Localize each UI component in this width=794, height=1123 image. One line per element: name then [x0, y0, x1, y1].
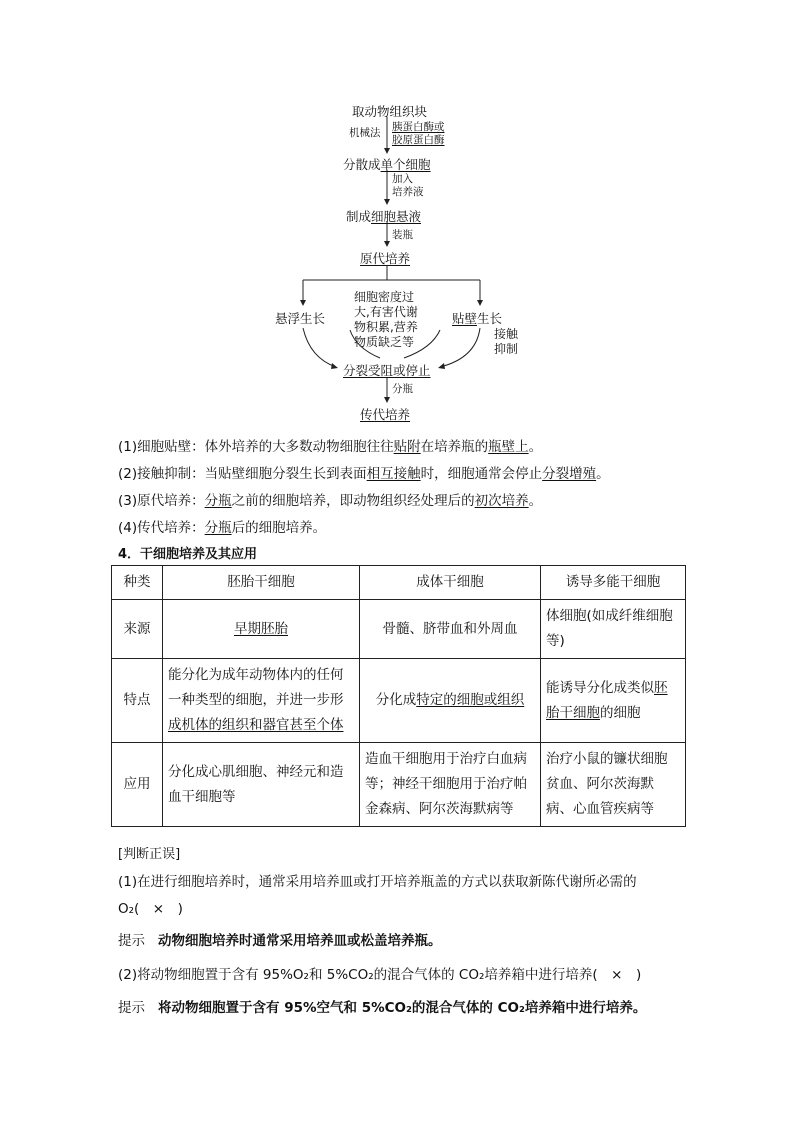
def-key: 分裂增殖	[542, 466, 597, 482]
flow-branch-suspension: 悬浮生长	[275, 311, 326, 326]
def-text: 之前的细胞培养，即动物组织经处理后的	[231, 493, 475, 509]
flow-step-suspension-key: 细胞悬液	[371, 209, 422, 224]
cell-embryonic-feature-key: 成机体的组织和器官甚至个体	[168, 717, 344, 733]
cell-ips-feature-key: 胚胎干细胞	[546, 679, 668, 721]
flow-middle-note	[354, 290, 418, 350]
cell-adult-feature-text: 分化成	[375, 692, 417, 708]
def-text: 。	[596, 466, 610, 482]
flow-branch-adherent	[452, 309, 502, 327]
flow-label-enzyme	[392, 121, 445, 147]
row-label-feature: 特点	[112, 659, 163, 743]
def-text: 。	[528, 439, 543, 455]
flow-label-split: 分瓶	[392, 383, 413, 395]
def-text: 后的细胞培养。	[231, 520, 327, 536]
flow-contact-note-line: 接触	[494, 327, 519, 341]
flow-label-add-medium	[392, 173, 424, 199]
flow-step-single-cell-prefix: 分散成	[343, 157, 381, 172]
def-text: 。	[528, 493, 543, 509]
row-label-source: 来源	[112, 600, 163, 659]
flow-label-bottle: 装瓶	[392, 229, 413, 241]
def-key: 瓶壁上	[488, 439, 529, 455]
cell-adult-use: 造血干细胞用于治疗白血病等；神经干细胞用于治疗帕金森病、阿尔茨海默病等	[360, 743, 541, 827]
flow-middle-note-line: 细胞密度过	[354, 290, 415, 304]
flow-step-division-stopped: 分裂受阻或停止	[343, 363, 431, 378]
flow-step-single-cell	[343, 155, 431, 173]
def-text: (3)原代培养：	[118, 493, 205, 509]
header-ips: 诱导多能干细胞	[541, 566, 686, 600]
judge-title: [判断正误]	[118, 847, 181, 862]
def-key: 贴附	[393, 439, 421, 455]
flow-contact-inhibition-note	[494, 327, 518, 357]
flow-step-subculture: 传代培养	[360, 407, 411, 422]
header-embryonic: 胚胎干细胞	[163, 566, 360, 600]
cell-adult-source: 骨髓、脐带血和外周血	[360, 600, 541, 659]
def-key: 分瓶	[204, 520, 232, 536]
def-text: 在培养瓶的	[420, 439, 489, 455]
cell-ips-source: 体细胞(如成纤维细胞等)	[541, 600, 686, 659]
flow-step-suspension	[346, 207, 421, 225]
definition-contact-inhibition	[118, 462, 610, 482]
def-key: 相互接触	[366, 466, 421, 482]
def-text: (2)接触抑制：当贴壁细胞分裂生长到表面	[118, 466, 367, 482]
flow-branch-adherent-suffix: 生长	[477, 311, 503, 326]
judge-question-1-answer: O₂( × )	[118, 901, 183, 917]
cell-ips-feature-text: 能诱导分化成类似	[546, 679, 654, 696]
cell-ips-use: 治疗小鼠的镰状细胞贫血、阿尔茨海默病、心血管疾病等	[541, 743, 686, 827]
def-text: (4)传代培养：	[118, 520, 205, 536]
flow-step-suspension-prefix: 制成	[346, 209, 372, 224]
flow-middle-note-line: 物质缺乏等	[354, 335, 415, 349]
judge-question-2: (2)将动物细胞置于含有 95%O₂和 5%CO₂的混合气体的 CO₂培养箱中进行培养( × )	[118, 967, 642, 983]
table-row-feature	[112, 659, 686, 743]
cell-adult-feature	[360, 659, 541, 743]
flow-step-tissue: 取动物组织块	[352, 104, 428, 119]
table-header-row	[112, 566, 686, 600]
flow-contact-note-line: 抑制	[494, 342, 519, 356]
flow-step-primary-culture: 原代培养	[360, 251, 411, 266]
judge-question-1: (1)在进行细胞培养时，通常采用培养皿或打开培养瓶盖的方式以获取新陈代谢所必需的	[118, 874, 637, 890]
hint-label: 提示	[118, 1000, 145, 1016]
flow-step-single-cell-key: 单个细胞	[380, 157, 431, 172]
cell-embryonic-feature-text: 能分化为成年动物体内的任何一种类型的细胞，并进一步形	[168, 667, 344, 708]
flow-middle-note-line: 大,有害代谢	[354, 305, 418, 319]
flow-label-add-line2: 培养液	[392, 186, 424, 198]
hint-text: 动物细胞培养时通常采用培养皿或松盖培养瓶。	[158, 933, 442, 949]
header-type: 种类	[112, 566, 163, 600]
table-row-source	[112, 600, 686, 659]
cell-adult-feature-key: 特定的细胞或组织	[416, 692, 525, 708]
header-adult: 成体干细胞	[360, 566, 541, 600]
def-key: 初次培养	[474, 493, 529, 509]
judge-hint-2	[118, 996, 646, 1016]
section-title: 4．干细胞培养及其应用	[118, 547, 258, 562]
cell-embryonic-source-text: 早期胚胎	[234, 620, 288, 637]
flow-label-mechanical: 机械法	[349, 127, 381, 139]
flow-label-enzyme-line2: 胶原蛋白酶	[392, 134, 445, 146]
def-text: 时，细胞通常会停止	[420, 466, 543, 482]
flow-branch-adherent-key: 贴壁	[452, 311, 478, 326]
cell-embryonic-feature	[163, 659, 360, 743]
row-label-use: 应用	[112, 743, 163, 827]
definition-primary-culture	[118, 489, 542, 509]
judge-hint-1	[118, 929, 442, 949]
hint-label: 提示	[118, 933, 145, 949]
hint-text: 将动物细胞置于含有 95%空气和 5%CO₂的混合气体的 CO₂培养箱中进行培养。	[158, 1000, 647, 1016]
flow-label-add-line1: 加入	[392, 173, 413, 185]
stem-cell-table	[111, 565, 686, 827]
definition-adherence	[118, 435, 542, 455]
flow-label-enzyme-line1: 胰蛋白酶或	[392, 121, 445, 133]
def-text: (1)细胞贴壁：体外培养的大多数动物细胞往往	[118, 439, 394, 455]
definition-subculture	[118, 516, 326, 536]
cell-ips-feature	[541, 659, 686, 743]
cell-embryonic-source	[163, 600, 360, 659]
def-key: 分瓶	[204, 493, 232, 509]
cell-ips-feature-suffix: 的细胞	[600, 704, 641, 721]
flow-middle-note-line: 物积累,营养	[354, 320, 418, 334]
cell-embryonic-use: 分化成心肌细胞、神经元和造血干细胞等	[163, 743, 360, 827]
table-row-use	[112, 743, 686, 827]
